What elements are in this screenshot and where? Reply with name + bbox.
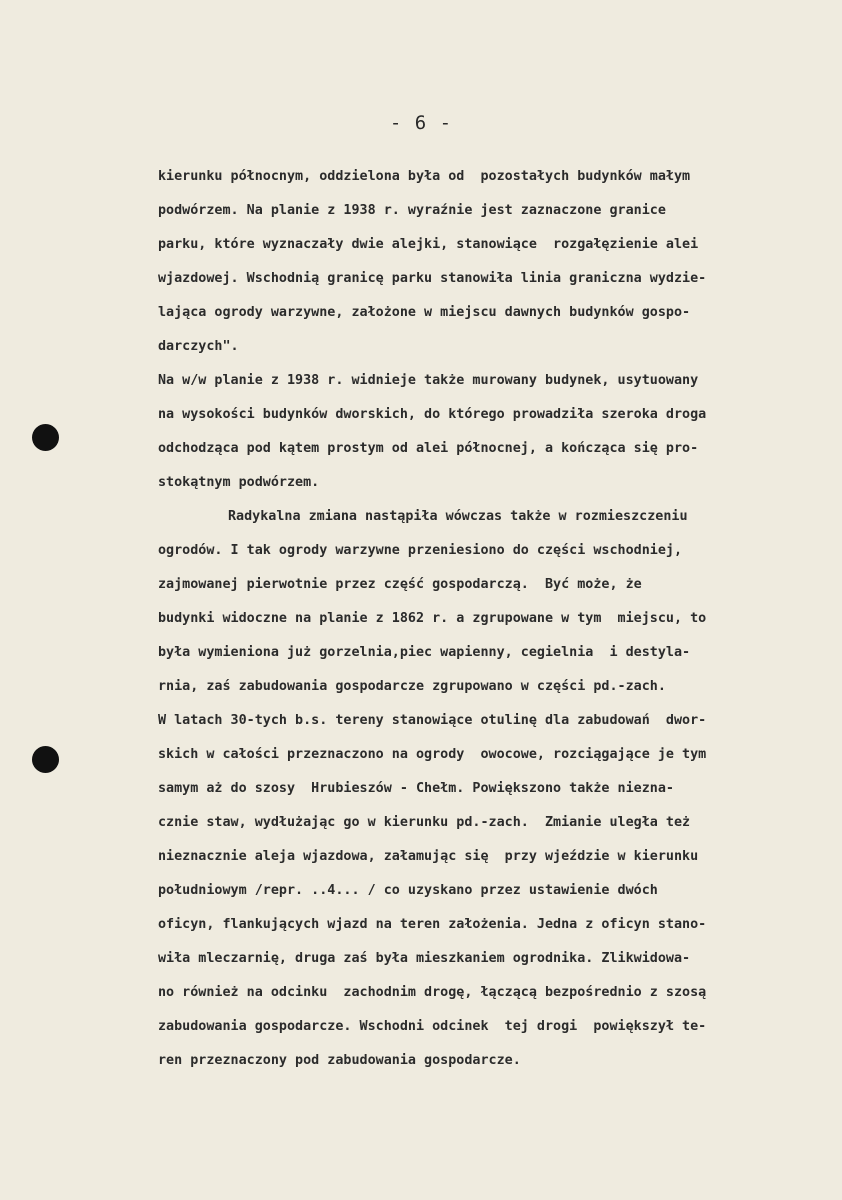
text-line: była wymieniona już gorzelnia,piec wapienny, cegielnia i destyla- xyxy=(158,645,691,660)
text-line: ren przeznaczony pod zabudowania gospodarcze. xyxy=(158,1053,521,1068)
text-line: samym aż do szosy Hrubieszów - Chełm. Powiększono także nieznа- xyxy=(158,781,674,796)
text-line: wiła mleczarnię, druga zaś była mieszkaniem ogrodnika. Zlikwidowa- xyxy=(158,951,691,966)
text-line: odchodząca pod kątem prostym od alei północnej, a kończąca się pro- xyxy=(158,441,699,456)
text-line: ogrodów. I tak ogrody warzywne przeniesiono do części wschodniej, xyxy=(158,543,683,558)
text-line: no również na odcinku zachodnim drogę, łączącą bezpośrednio z szosą xyxy=(158,985,707,1000)
text-line: wjazdowej. Wschodnią granicę parku stanowiła linia graniczna wydzie- xyxy=(158,271,707,286)
punch-hole-top xyxy=(32,424,59,451)
text-line: nieznacznie aleja wjazdowa, załamując się przy wjeździe w kierunku xyxy=(158,849,699,864)
text-line: lająca ogrody warzywne, założone w miejscu dawnych budynków gospo- xyxy=(158,305,691,320)
text-line: kierunku północnym, oddzielona była od pozostałych budynków małym xyxy=(158,169,691,184)
text-line: zabudowania gospodarcze. Wschodni odcinek tej drogi powiększył te- xyxy=(158,1019,707,1034)
text-line: skich w całości przeznaczono na ogrody owocowe, rozciągające je tym xyxy=(158,747,707,762)
text-line: parku, które wyznaczały dwie alejki, stanowiące rozgałęzienie alei xyxy=(158,237,699,252)
text-line: Radykalna zmiana nastąpiła wówczas także w rozmieszczeniu xyxy=(228,509,688,524)
text-line: zajmowanej pierwotnie przez część gospodarczą. Być może, że xyxy=(158,577,642,592)
page-number: - 6 - xyxy=(389,112,453,134)
text-line: stokątnym podwórzem. xyxy=(158,475,320,490)
text-line: rnia, zaś zabudowania gospodarcze zgrupowano w części pd.-zach. xyxy=(158,679,666,694)
body-text xyxy=(158,160,842,1078)
text-line: na wysokości budynków dworskich, do którego prowadziła szeroka droga xyxy=(158,407,707,422)
text-line: budynki widoczne na planie z 1862 r. a zgrupowane w tym miejscu, to xyxy=(158,611,707,626)
text-line: oficyn, flankujących wjazd na teren założenia. Jedna z oficyn stano- xyxy=(158,917,707,932)
text-line: darczych". xyxy=(158,339,239,354)
text-line: południowym /repr. ..4... / co uzyskano przez ustawienie dwóch xyxy=(158,883,658,898)
punch-hole-bottom xyxy=(32,746,59,773)
text-line: W latach 30-tych b.s. tereny stanowiące otulinę dla zabudowań dwor- xyxy=(158,713,707,728)
text-line: cznie staw, wydłużając go w kierunku pd.-zach. Zmianie uległa też xyxy=(158,815,691,830)
text-line: podwórzem. Na planie z 1938 r. wyraźnie jest zaznaczone granice xyxy=(158,203,666,218)
text-line: Na w/w planie z 1938 r. widnieje także murowany budynek, usytuowany xyxy=(158,373,699,388)
